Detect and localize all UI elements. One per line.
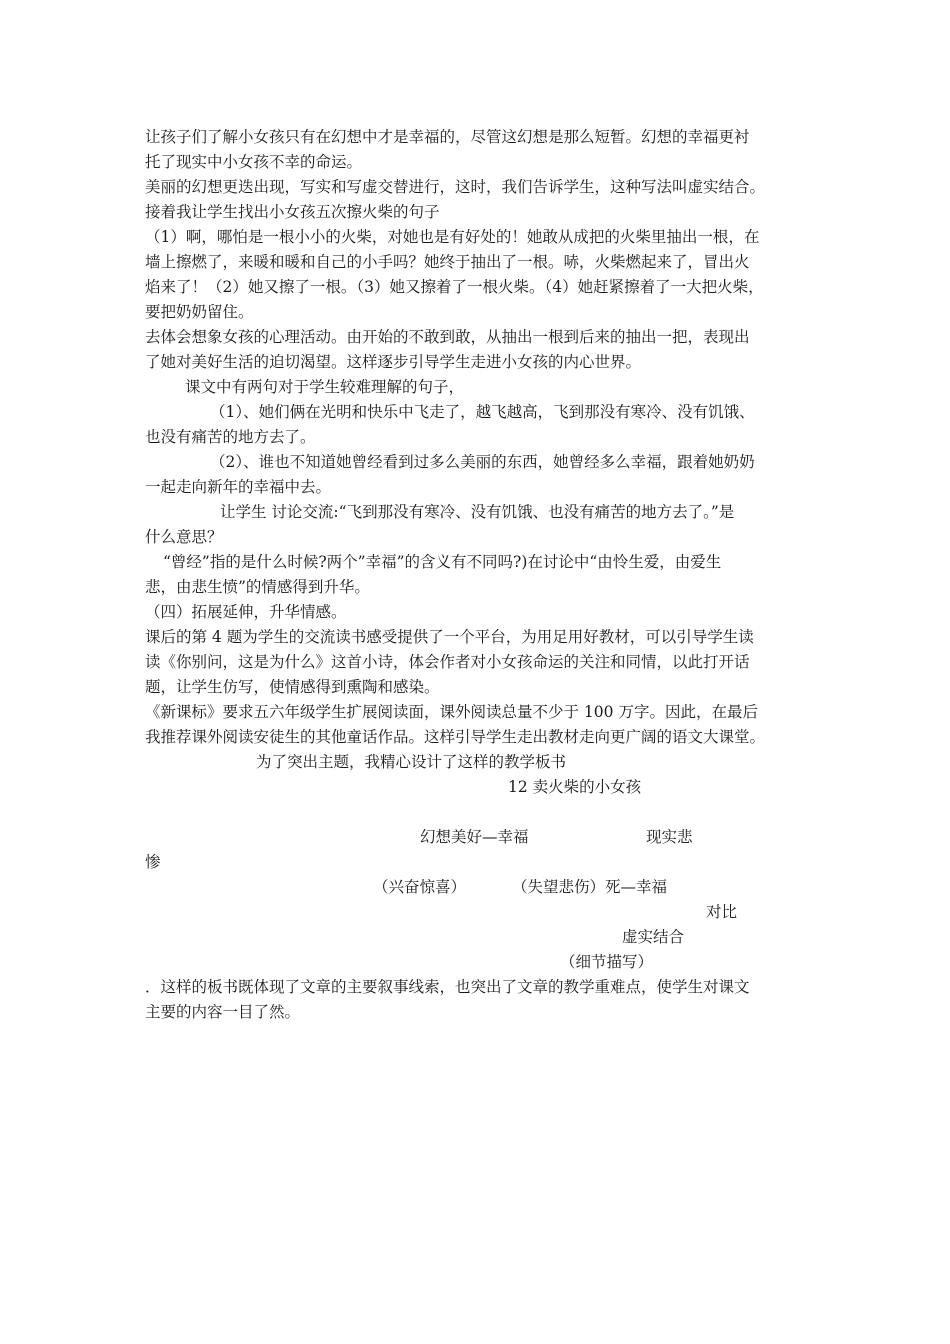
paragraph-line: 美丽的幻想更迭出现，写实和写虚交替进行，这时，我们告诉学生，这种写法叫虚实结合。 — [145, 178, 766, 196]
quote-line: 也没有痛苦的地方去了。 — [145, 428, 316, 446]
board-reality-continued: 惨 — [145, 853, 161, 871]
quote-line: （2）、谁也不知道她曾经看到过多么美丽的东西，她曾经多么幸福，跟着她奶奶 — [210, 453, 755, 471]
paragraph-line: 要把奶奶留住。 — [145, 303, 254, 321]
paragraph-line: 《新课标》要求五六年级学生扩展阅读面，课外阅读总量不少于 100 万字。因此，在最后 — [145, 703, 758, 721]
paragraph-line: 焰来了！（2）她又擦了一根。（3）她又擦着了一根火柴。（4）她赶紧擦着了一大把火柴， — [145, 278, 764, 296]
board-title: 12 卖火柴的小女孩 — [508, 778, 642, 796]
paragraph-line: 去体会想象女孩的心理活动。由开始的不敢到敢，从抽出一根到后来的抽出一把，表现出 — [145, 328, 750, 346]
paragraph-line: 让孩子们了解小女孩只有在幻想中才是幸福的，尽管这幻想是那么短暂。幻想的幸福更衬 — [145, 128, 750, 146]
board-emotion-joy: （兴奋惊喜） — [373, 878, 467, 896]
board-contrast: 对比 — [706, 903, 738, 921]
paragraph-line: 接着我让学生找出小女孩五次擦火柴的句子 — [145, 203, 440, 221]
section-heading: （四）拓展延伸，升华情感。 — [145, 603, 347, 621]
board-emotion-sad: （失望悲伤）死—幸福 — [512, 878, 668, 896]
paragraph-line: “曾经”指的是什么时候?两个”幸福”的含义有不同吗?)在讨论中“由怜生爱，由爱生 — [163, 553, 722, 571]
quote-line: 一起走向新年的幸福中去。 — [145, 478, 332, 496]
conclusion-line: ．这样的板书既体现了文章的主要叙事线索，也突出了文章的教学重难点，使学生对课文 — [145, 978, 750, 996]
board-detail: （细节描写） — [560, 953, 654, 971]
paragraph-line: 我推荐课外阅读安徒生的其他童话作品。这样引导学生走出教材走向更广阔的语文大课堂。 — [145, 728, 766, 746]
board-fantasy: 幻想美好—幸福 — [420, 828, 529, 846]
paragraph-line: 题，让学生仿写，使情感得到熏陶和感染。 — [145, 678, 440, 696]
paragraph-line: 悲，由悲生愤”的情感得到升华。 — [145, 578, 370, 596]
paragraph-line: （1）啊，哪怕是一根小小的火柴，对她也是有好处的！她敢从成把的火柴里抽出一根，在 — [145, 228, 760, 246]
paragraph-line: 为了突出主题，我精心设计了这样的教学板书 — [256, 753, 567, 771]
paragraph-line: 读《你别问，这是为什么》这首小诗，体会作者对小女孩命运的关注和同情，以此打开话 — [145, 653, 750, 671]
quote-line: （1）、她们俩在光明和快乐中飞走了，越飞越高，飞到那没有寒冷、没有饥饿、 — [210, 403, 755, 421]
paragraph-line: 课后的第 4 题为学生的交流读书感受提供了一个平台，为用足用好教材，可以引导学生读 — [145, 628, 754, 646]
paragraph-line: 了她对美好生活的迫切渴望。这样逐步引导学生走进小女孩的内心世界。 — [145, 353, 642, 371]
paragraph-line: 课文中有两句对于学生较难理解的句子， — [185, 378, 465, 396]
board-reality: 现实悲 — [646, 828, 693, 846]
paragraph-line: 什么意思？ — [145, 528, 223, 546]
paragraph-line: 墙上擦燃了，来暖和暖和自己的小手吗？她终于抽出了一根。哧，火柴燃起来了，冒出火 — [145, 253, 750, 271]
conclusion-line: 主要的内容一目了然。 — [145, 1003, 301, 1021]
board-combine: 虚实结合 — [622, 928, 685, 946]
paragraph-line: 托了现实中小女孩不幸的命运。 — [145, 153, 363, 171]
paragraph-line: 让学生 讨论交流:“飞到那没有寒冷、没有饥饿、也没有痛苦的地方去了。”是 — [220, 503, 735, 521]
